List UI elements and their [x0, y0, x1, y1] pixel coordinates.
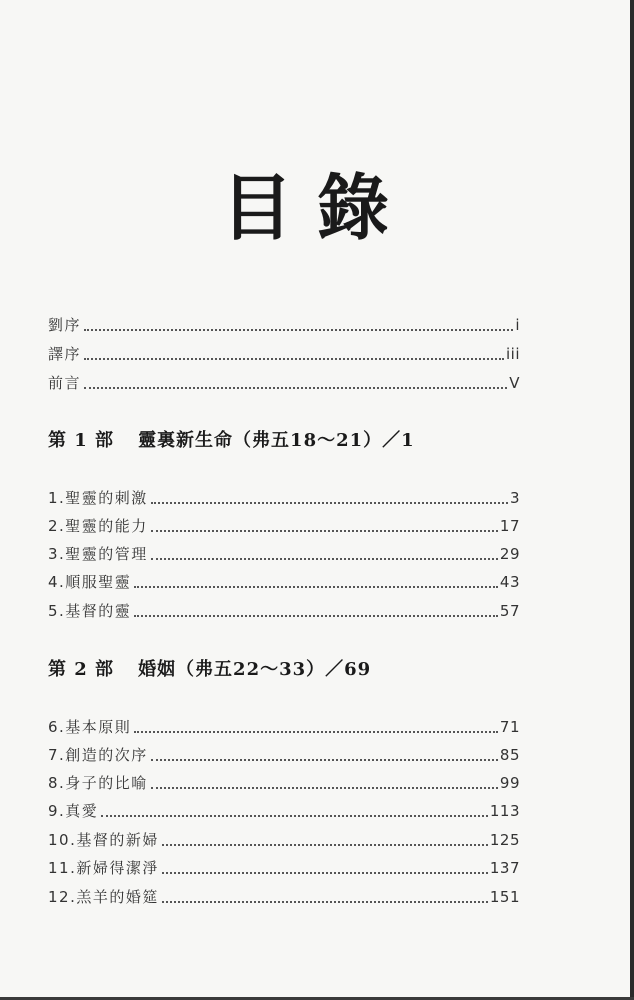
toc-entry[interactable] — [48, 857, 520, 879]
toc-page-number: 57 — [499, 602, 520, 620]
leader-dots — [162, 872, 488, 874]
toc-entry[interactable] — [48, 886, 520, 908]
toc-label: 12.羔羊的婚筵 — [48, 888, 159, 906]
toc-entry[interactable] — [48, 372, 520, 394]
toc-page-number: 137 — [489, 859, 520, 877]
toc-page-number: 85 — [499, 746, 520, 764]
toc-entry[interactable] — [48, 829, 520, 851]
leader-dots — [134, 615, 498, 617]
toc-label: 1.聖靈的刺激 — [48, 489, 148, 507]
toc-entry[interactable] — [48, 600, 520, 622]
toc-entry[interactable] — [48, 744, 520, 766]
leader-dots — [162, 844, 488, 846]
toc-entry[interactable] — [48, 716, 520, 738]
toc-page-number: 43 — [499, 573, 520, 591]
toc-label: 9.真愛 — [48, 802, 99, 820]
toc-page-number: i — [515, 316, 520, 334]
part-heading — [48, 657, 568, 683]
toc-page-number: V — [509, 374, 520, 392]
toc-page-number: 113 — [489, 802, 520, 820]
toc-page-number: 99 — [499, 774, 520, 792]
toc-page-number: 17 — [499, 517, 520, 535]
toc-page-number: 71 — [499, 718, 520, 736]
toc-entry[interactable] — [48, 772, 520, 794]
part-title: 婚姻（弗五22～33）／69 — [138, 659, 372, 680]
toc-entry[interactable] — [48, 515, 520, 537]
leader-dots — [84, 358, 504, 360]
toc-label: 劉序 — [48, 316, 82, 334]
part-title: 靈裏新生命（弗五18～21）／1 — [138, 430, 415, 451]
toc-entry[interactable] — [48, 487, 520, 509]
toc-label: 2.聖靈的能力 — [48, 517, 148, 535]
leader-dots — [151, 558, 498, 560]
toc-label: 前言 — [48, 374, 82, 392]
part-number: 第 1 部 — [48, 430, 115, 451]
leader-dots — [151, 502, 508, 504]
leader-dots — [84, 329, 513, 331]
toc-label: 5.基督的靈 — [48, 602, 132, 620]
toc-label: 4.順服聖靈 — [48, 573, 132, 591]
toc-page-number: 3 — [509, 489, 520, 507]
toc-entry[interactable] — [48, 800, 520, 822]
leader-dots — [151, 787, 498, 789]
part-heading — [48, 428, 568, 454]
toc-entry[interactable] — [48, 571, 520, 593]
toc-label: 11.新婦得潔淨 — [48, 859, 159, 877]
toc-label: 6.基本原則 — [48, 718, 132, 736]
part-number: 第 2 部 — [48, 659, 115, 680]
leader-dots — [134, 731, 498, 733]
leader-dots — [151, 530, 498, 532]
toc-page-number: iii — [505, 345, 520, 363]
leader-dots — [151, 759, 498, 761]
toc-entry[interactable] — [48, 543, 520, 565]
leader-dots — [101, 815, 488, 817]
toc-label: 10.基督的新婦 — [48, 831, 159, 849]
toc-label: 7.創造的次序 — [48, 746, 148, 764]
toc-page-number: 125 — [489, 831, 520, 849]
leader-dots — [84, 387, 507, 389]
page-edge — [630, 0, 634, 1000]
toc-page-number: 151 — [489, 888, 520, 906]
toc-entry[interactable] — [48, 314, 520, 336]
toc-page-number: 29 — [499, 545, 520, 563]
leader-dots — [134, 586, 498, 588]
leader-dots — [162, 901, 488, 903]
toc-label: 3.聖靈的管理 — [48, 545, 148, 563]
toc-label: 8.身子的比喻 — [48, 774, 148, 792]
toc-label: 譯序 — [48, 345, 82, 363]
toc-entry[interactable] — [48, 343, 520, 365]
page-title: 目錄 — [220, 165, 413, 250]
